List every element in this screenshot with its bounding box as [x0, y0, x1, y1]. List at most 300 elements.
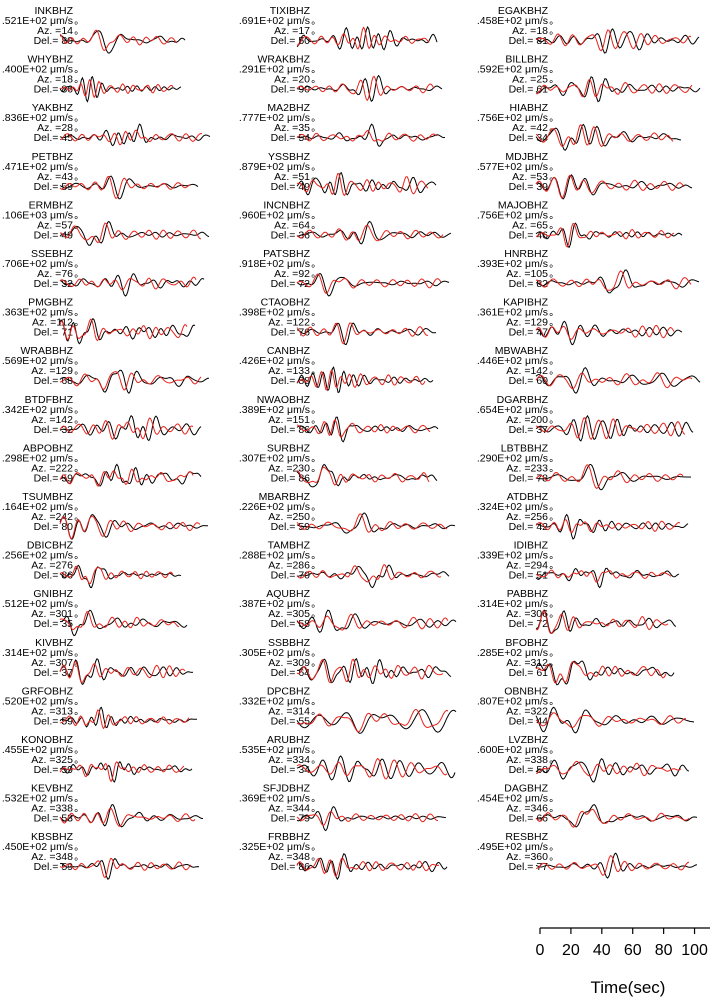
trace-panel-ermbhz — [2, 199, 209, 245]
distance-label: Del.= 72 — [270, 278, 310, 290]
distance-label: Del.= 88 — [270, 375, 310, 388]
azimuth-label: Az. =230 — [268, 462, 310, 475]
synthetic-trace — [536, 30, 691, 51]
trace-panel-aqubhz — [239, 588, 456, 632]
distance-degree: ° — [74, 516, 79, 528]
amplitude-label: .387E+02 μm/s — [238, 598, 310, 611]
station-name: PETBHZ — [31, 150, 73, 163]
distance-degree: ° — [74, 78, 79, 91]
observed-trace — [536, 610, 676, 633]
azimuth-label: Az. =313 — [31, 705, 73, 718]
azimuth-label: Az. =42 — [512, 122, 548, 135]
distance-degree: ° — [311, 467, 316, 480]
distance-label: Del.= 55 — [270, 715, 310, 728]
synthetic-trace — [297, 659, 443, 683]
station-name: CTAOBHZ — [260, 296, 310, 309]
synthetic-trace — [60, 372, 201, 390]
azimuth-degree: ° — [549, 554, 554, 567]
amplitude-label: .339E+02 μm/s — [476, 549, 548, 562]
station-name: LBTBBHZ — [500, 442, 548, 455]
observed-trace — [536, 29, 699, 53]
amplitude-label: .458E+02 μm/s — [476, 15, 548, 27]
azimuth-label: Az. =129 — [31, 365, 73, 378]
observed-trace — [60, 370, 209, 393]
azimuth-degree: ° — [311, 311, 316, 324]
azimuth-label: Az. =43 — [37, 170, 73, 183]
amplitude-label: .777E+02 μm/s — [238, 112, 310, 125]
observed-trace — [60, 274, 204, 296]
station-name: KBSBHZ — [30, 831, 73, 844]
distance-label: Del.= 86 — [270, 861, 310, 874]
azimuth-label: Az. =301 — [31, 608, 73, 621]
distance-label: Del.= 37 — [508, 423, 548, 436]
trace-panel-surbhz — [239, 442, 437, 487]
trace-panel-kevbhz — [2, 783, 203, 827]
distance-label: Del.= 50 — [508, 764, 548, 776]
distance-label: Del.= 35 — [33, 618, 73, 631]
azimuth-degree: ° — [549, 651, 554, 664]
trace-panel-incnbhz — [239, 199, 451, 243]
distance-degree: ° — [311, 78, 316, 91]
station-name: CANBHZ — [266, 345, 310, 358]
azimuth-degree: ° — [74, 651, 79, 664]
station-name: DAGBHZ — [504, 782, 548, 795]
distance-degree: ° — [74, 418, 79, 431]
amplitude-label: .325E+02 μm/s — [238, 841, 310, 854]
synthetic-trace — [536, 761, 681, 776]
synthetic-trace — [60, 662, 185, 683]
observed-trace — [536, 416, 693, 441]
observed-trace — [536, 77, 700, 102]
azimuth-label: Az. =28 — [37, 122, 73, 135]
azimuth-degree: ° — [74, 603, 79, 616]
trace-panel-mbarbhz — [239, 491, 455, 533]
synthetic-trace — [297, 174, 428, 196]
station-name: OBNBHZ — [504, 685, 548, 698]
distance-degree: ° — [549, 759, 554, 771]
station-name: TIXIBHZ — [269, 5, 310, 17]
trace-panel-lbtbbhz — [477, 442, 691, 489]
station-name: BTDFBHZ — [24, 393, 73, 406]
distance-label: Del.= 49 — [33, 229, 73, 242]
azimuth-label: Az. =142 — [506, 365, 548, 378]
trace-panel-ssebhz — [2, 248, 204, 296]
amplitude-label: .342E+02 μm/s — [1, 403, 73, 416]
distance-label: Del.= 46 — [508, 229, 548, 242]
synthetic-trace — [60, 469, 193, 486]
trace-panel-wrakbhz — [239, 54, 442, 102]
distance-label: Del.= 47 — [508, 326, 548, 339]
amplitude-label: .879E+02 μm/s — [238, 160, 310, 173]
azimuth-label: Az. =276 — [31, 559, 73, 572]
distance-degree: ° — [549, 467, 554, 480]
amplitude-label: .398E+02 μm/s — [238, 306, 310, 319]
azimuth-degree: ° — [549, 165, 554, 178]
distance-degree: ° — [74, 759, 79, 771]
trace-panel-btdfbhz — [2, 394, 201, 441]
azimuth-degree: ° — [311, 700, 316, 713]
amplitude-label: .960E+02 μm/s — [238, 209, 310, 222]
observed-trace — [536, 707, 694, 733]
time-tick-label: 0 — [535, 942, 545, 959]
observed-trace — [297, 27, 437, 50]
azimuth-label: Az. =306 — [506, 608, 548, 621]
station-name: FRBBHZ — [268, 831, 310, 844]
trace-panel-kivbhz — [2, 637, 193, 685]
time-axis — [536, 928, 710, 997]
amplitude-label: .288E+02 μm/s — [238, 549, 310, 562]
azimuth-label: Az. =242 — [31, 511, 73, 523]
amplitude-label: .446E+02 μm/s — [476, 355, 548, 368]
azimuth-label: Az. =233 — [506, 462, 548, 475]
station-name: SSBBHZ — [267, 636, 310, 649]
trace-panel-canbhz — [239, 345, 433, 392]
distance-label: Del.= 59 — [33, 715, 73, 728]
azimuth-degree: ° — [74, 263, 79, 275]
azimuth-degree: ° — [311, 360, 316, 373]
azimuth-label: Az. =53 — [512, 170, 548, 183]
distance-degree: ° — [74, 370, 79, 383]
station-name: SURBHZ — [266, 442, 310, 455]
azimuth-degree: ° — [74, 214, 79, 227]
azimuth-degree: ° — [549, 506, 554, 518]
distance-degree: ° — [311, 661, 316, 674]
azimuth-degree: ° — [311, 68, 316, 81]
distance-degree: ° — [74, 807, 79, 820]
distance-label: Del.= 59 — [33, 861, 73, 874]
trace-panel-hnrbhz — [477, 248, 699, 293]
synthetic-trace — [297, 467, 429, 485]
station-name: YSSBHZ — [267, 150, 310, 163]
amplitude-label: .324E+02 μm/s — [476, 501, 548, 513]
distance-label: Del.= 42 — [508, 521, 548, 533]
azimuth-degree: ° — [74, 68, 79, 81]
distance-label: Del.= 51 — [508, 569, 548, 582]
distance-degree: ° — [74, 467, 79, 480]
station-name: ERMBHZ — [28, 199, 73, 212]
station-name: MDJBHZ — [505, 150, 548, 163]
trace-panel-obnbhz — [477, 685, 694, 733]
trace-panel-hiabhz — [477, 102, 681, 150]
observed-trace — [536, 515, 688, 540]
distance-label: Del.= 59 — [270, 521, 310, 533]
distance-degree: ° — [549, 370, 554, 383]
trace-panel-inkbhz — [2, 5, 185, 53]
distance-degree: ° — [74, 127, 79, 140]
trace-panel-abpobhz — [2, 442, 201, 486]
station-name: INCNBHZ — [263, 199, 310, 212]
amplitude-label: .756E+02 μm/s — [476, 209, 548, 222]
amplitude-label: .400E+02 μm/s — [1, 63, 73, 76]
synthetic-trace — [536, 175, 684, 198]
distance-degree: ° — [549, 321, 554, 334]
distance-degree: ° — [74, 564, 79, 577]
distance-degree: ° — [549, 418, 554, 431]
azimuth-label: Az. =325 — [31, 754, 73, 766]
azimuth-label: Az. =250 — [268, 511, 310, 523]
azimuth-label: Az. =65 — [512, 219, 548, 232]
trace-panel-pmgbhz — [2, 297, 195, 344]
azimuth-label: Az. =105 — [506, 268, 548, 280]
amplitude-label: .577E+02 μm/s — [476, 160, 548, 173]
azimuth-label: Az. =312 — [506, 656, 548, 669]
distance-label: Del.= 50 — [270, 35, 310, 47]
azimuth-degree: ° — [311, 506, 316, 518]
trace-panel-kbsbhz — [2, 831, 199, 879]
azimuth-degree: ° — [549, 360, 554, 373]
azimuth-degree: ° — [549, 68, 554, 81]
azimuth-degree: ° — [74, 311, 79, 324]
station-name: BFOBHZ — [505, 636, 548, 649]
station-name: TSUMBHZ — [22, 491, 73, 503]
station-name: YAKBHZ — [31, 102, 73, 115]
trace-panel-lvzbhz — [477, 734, 689, 782]
station-name: IDIBHZ — [513, 539, 548, 552]
station-name: TAMBHZ — [267, 539, 310, 552]
azimuth-degree: ° — [311, 797, 316, 810]
amplitude-label: .654E+02 μm/s — [476, 403, 548, 416]
amplitude-label: .256E+02 μm/s — [1, 549, 73, 562]
observed-trace — [297, 417, 438, 442]
amplitude-label: .226E+02 μm/s — [238, 501, 310, 513]
azimuth-label: Az. =35 — [274, 122, 310, 135]
distance-label: Del.= 86 — [33, 569, 73, 582]
station-name: ABPOBHZ — [22, 442, 73, 455]
azimuth-label: Az. =14 — [37, 25, 73, 37]
azimuth-label: Az. =286 — [268, 559, 310, 572]
station-name: KONOBHZ — [21, 734, 73, 746]
distance-label: Del.= 61 — [508, 83, 548, 96]
distance-label: Del.= 77 — [508, 861, 548, 874]
amplitude-label: .512E+02 μm/s — [1, 598, 73, 611]
distance-label: Del.= 86 — [33, 83, 73, 96]
trace-panel-ctaobhz — [239, 297, 436, 345]
trace-panel-dpcbhz — [239, 685, 456, 733]
distance-degree: ° — [74, 710, 79, 723]
distance-degree: ° — [311, 175, 316, 188]
distance-label: Del.= 72 — [508, 618, 548, 631]
distance-label: Del.= 80 — [33, 35, 73, 47]
distance-degree: ° — [74, 175, 79, 188]
synthetic-trace — [536, 809, 689, 827]
amplitude-label: .756E+02 μm/s — [476, 112, 548, 125]
station-name: ARUBHZ — [266, 734, 310, 746]
amplitude-label: .393E+02 μm/s — [476, 258, 548, 270]
amplitude-label: .455E+02 μm/s — [1, 744, 73, 756]
distance-degree: ° — [549, 613, 554, 626]
distance-degree: ° — [311, 710, 316, 723]
azimuth-label: Az. =307 — [31, 656, 73, 669]
distance-degree: ° — [311, 30, 316, 42]
amplitude-label: .332E+02 μm/s — [238, 695, 310, 708]
distance-degree: ° — [311, 418, 316, 431]
station-name: PABBHZ — [506, 588, 548, 601]
distance-label: Del.= 86 — [270, 472, 310, 485]
station-name: ATDBHZ — [506, 491, 548, 503]
amplitude-label: .369E+02 μm/s — [238, 792, 310, 805]
trace-panel-petbhz — [2, 151, 198, 199]
observed-trace — [60, 176, 198, 199]
time-tick-label: 40 — [592, 942, 611, 959]
azimuth-degree: ° — [74, 408, 79, 421]
distance-degree: ° — [549, 273, 554, 285]
distance-degree: ° — [549, 807, 554, 820]
azimuth-label: Az. =129 — [506, 316, 548, 329]
distance-degree: ° — [311, 127, 316, 140]
azimuth-label: Az. =309 — [268, 656, 310, 669]
station-name: GRFOBHZ — [21, 685, 73, 698]
azimuth-degree: ° — [549, 700, 554, 713]
synthetic-trace — [297, 514, 447, 533]
station-name: MBARBHZ — [258, 491, 310, 503]
azimuth-label: Az. =151 — [268, 413, 310, 426]
azimuth-degree: ° — [311, 117, 316, 130]
trace-panel-nwaobhz — [239, 394, 438, 442]
azimuth-degree: ° — [74, 360, 79, 373]
trace-panel-egakbhz — [477, 5, 699, 53]
distance-label: Del.= 59 — [33, 180, 73, 193]
distance-label: Del.= 81 — [508, 35, 548, 47]
trace-panel-gnibhz — [2, 588, 187, 635]
azimuth-label: Az. =18 — [512, 25, 548, 37]
trace-panel-konobhz — [2, 734, 192, 782]
azimuth-label: Az. =346 — [506, 802, 548, 815]
trace-panel-pabbhz — [477, 588, 676, 633]
amplitude-label: .520E+02 μm/s — [1, 695, 73, 708]
amplitude-label: .592E+02 μm/s — [476, 63, 548, 76]
azimuth-degree: ° — [549, 846, 554, 859]
station-name: PMGBHZ — [28, 296, 73, 309]
time-axis-title: Time(sec) — [590, 978, 666, 997]
distance-degree: ° — [549, 175, 554, 188]
station-name: DGARBHZ — [496, 393, 548, 406]
station-name: LVZBHZ — [508, 734, 548, 746]
distance-label: Del.= 68 — [33, 375, 73, 388]
time-tick-label: 100 — [681, 942, 708, 959]
amplitude-label: .471E+02 μm/s — [1, 160, 73, 173]
synthetic-trace — [536, 418, 685, 440]
time-tick-label: 60 — [623, 942, 642, 959]
amplitude-label: .106E+03 μm/s — [1, 209, 73, 222]
azimuth-degree: ° — [311, 214, 316, 227]
distance-degree: ° — [311, 856, 316, 869]
observed-trace — [536, 853, 697, 878]
distance-degree: ° — [311, 807, 316, 820]
observed-trace — [536, 368, 700, 394]
amplitude-label: .291E+02 μm/s — [238, 63, 310, 76]
azimuth-label: Az. =256 — [506, 511, 548, 523]
azimuth-label: Az. =64 — [274, 219, 310, 232]
synthetic-trace — [536, 662, 666, 683]
trace-panel-arubhz — [239, 734, 455, 782]
trace-panel-dgarbhz — [477, 394, 693, 441]
azimuth-label: Az. =17 — [274, 25, 310, 37]
observed-trace — [60, 221, 209, 245]
observed-trace — [536, 805, 697, 827]
distance-label: Del.= 32 — [33, 423, 73, 436]
azimuth-degree: ° — [311, 603, 316, 616]
azimuth-label: Az. =305 — [268, 608, 310, 621]
trace-panel-idibhz — [477, 540, 679, 588]
distance-label: Del.= 34 — [508, 132, 548, 145]
trace-panel-wrabbhz — [2, 345, 209, 393]
amplitude-label: .600E+02 μm/s — [476, 744, 548, 756]
synthetic-trace — [60, 516, 200, 538]
trace-panel-patsbhz — [239, 248, 449, 296]
distance-degree: ° — [74, 856, 79, 869]
station-name: KEVBHZ — [30, 782, 73, 795]
station-name: AQUBHZ — [266, 588, 310, 601]
distance-label: Del.= 54 — [270, 132, 310, 145]
amplitude-label: .361E+02 μm/s — [476, 306, 548, 319]
amplitude-label: .691E+02 μm/s — [238, 15, 310, 27]
azimuth-label: Az. =334 — [268, 754, 310, 766]
azimuth-degree: ° — [74, 457, 79, 470]
azimuth-label: Az. =314 — [268, 705, 310, 718]
azimuth-degree: ° — [549, 214, 554, 227]
azimuth-degree: ° — [311, 20, 316, 32]
station-name: KIVBHZ — [35, 636, 73, 649]
azimuth-degree: ° — [74, 165, 79, 178]
azimuth-label: Az. =344 — [268, 802, 310, 815]
amplitude-label: .836E+02 μm/s — [1, 112, 73, 125]
azimuth-label: Az. =20 — [274, 73, 310, 86]
azimuth-degree: ° — [311, 165, 316, 178]
azimuth-degree: ° — [549, 457, 554, 470]
trace-panel-grfobhz — [2, 685, 197, 728]
azimuth-degree: ° — [74, 797, 79, 810]
azimuth-degree: ° — [549, 311, 554, 324]
trace-panel-whybhz — [2, 54, 181, 102]
amplitude-label: .314E+02 μm/s — [476, 598, 548, 611]
distance-degree: ° — [74, 273, 79, 285]
distance-degree: ° — [74, 613, 79, 626]
amplitude-label: .164E+02 μm/s — [1, 501, 73, 513]
azimuth-degree: ° — [549, 117, 554, 130]
distance-degree: ° — [311, 224, 316, 237]
distance-label: Del.= 60 — [508, 375, 548, 388]
azimuth-degree: ° — [311, 263, 316, 275]
trace-panel-atdbhz — [477, 491, 688, 539]
station-name: HIABHZ — [509, 102, 548, 115]
amplitude-label: .290E+02 μm/s — [476, 452, 548, 465]
distance-label: Del.= 64 — [270, 666, 310, 679]
distance-degree: ° — [311, 613, 316, 626]
azimuth-degree: ° — [74, 846, 79, 859]
azimuth-degree: ° — [311, 554, 316, 567]
azimuth-degree: ° — [549, 263, 554, 275]
azimuth-degree: ° — [549, 20, 554, 32]
azimuth-degree: ° — [74, 700, 79, 713]
trace-panel-majobhz — [477, 199, 682, 247]
distance-degree: ° — [74, 224, 79, 237]
trace-panel-bfobhz — [477, 637, 674, 685]
trace-panel-ssbbhz — [239, 637, 451, 684]
time-tick-label: 80 — [654, 942, 673, 959]
azimuth-label: Az. =57 — [37, 219, 73, 232]
azimuth-label: Az. =200 — [506, 413, 548, 426]
azimuth-label: Az. =133 — [268, 365, 310, 378]
distance-degree: ° — [549, 661, 554, 674]
station-name: RESBHZ — [505, 831, 548, 844]
station-name: MAJOBHZ — [497, 199, 548, 212]
observed-trace — [60, 610, 187, 635]
azimuth-degree: ° — [549, 408, 554, 421]
station-name: WRAKBHZ — [257, 53, 310, 66]
azimuth-degree: ° — [311, 846, 316, 859]
station-name: EGAKBHZ — [497, 5, 548, 17]
trace-panel-tixibhz — [239, 5, 437, 50]
